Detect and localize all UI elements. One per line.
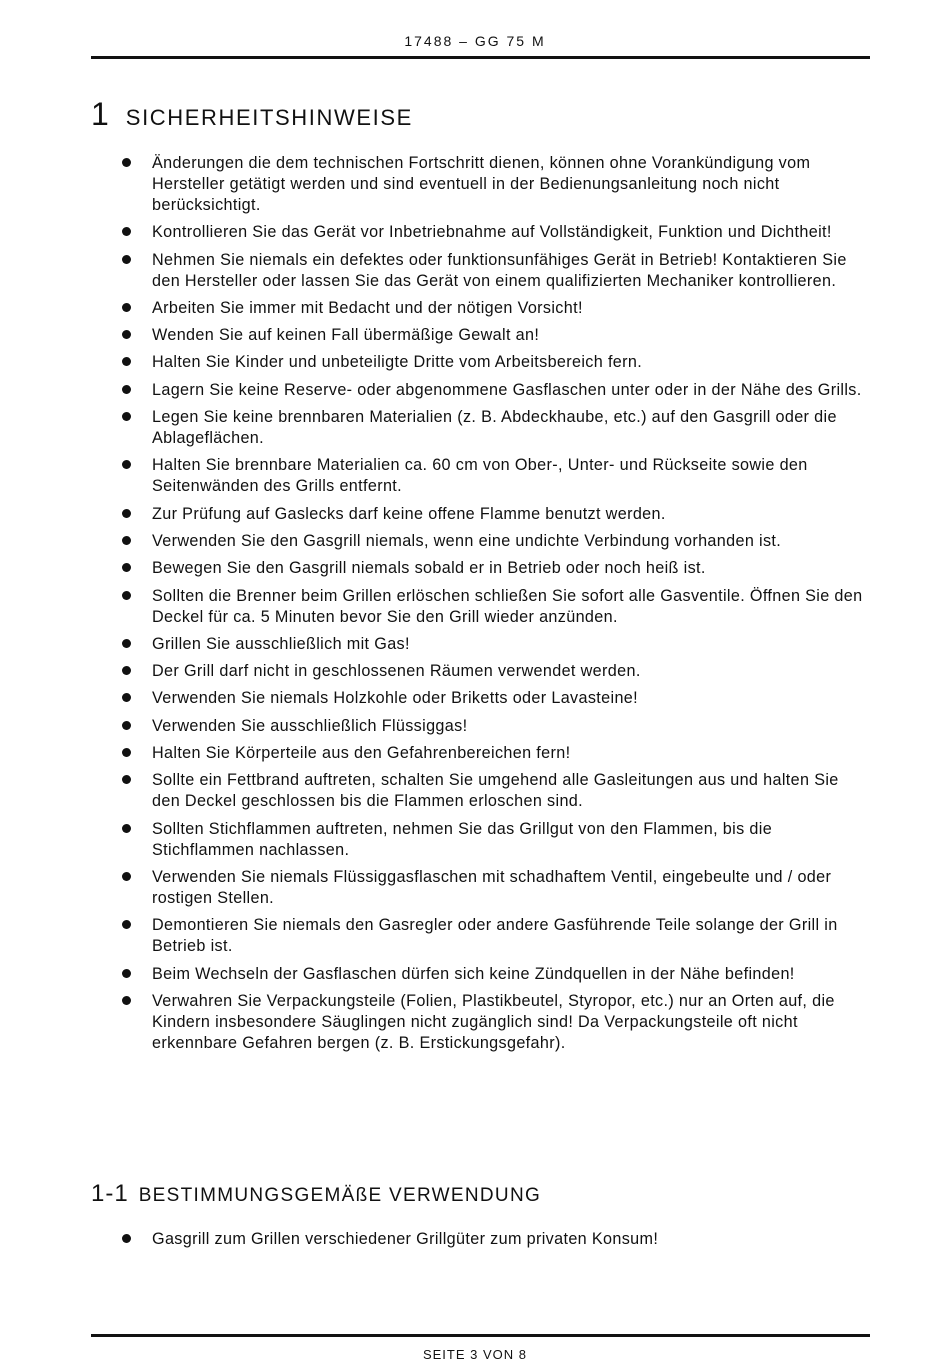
bullet-icon (122, 920, 131, 929)
footer-rule (91, 1334, 870, 1337)
list-item-text: Zur Prüfung auf Gaslecks darf keine offene Flamme benutzt werden. (152, 504, 666, 523)
bullet-icon (122, 357, 131, 366)
list-item (91, 770, 870, 812)
list-item (91, 531, 870, 552)
list-item-text: Legen Sie keine brennbaren Materialien (z. B. Abdeckhaube, etc.) auf den Gasgrill oder die Ablageflächen. (152, 408, 837, 448)
bullet-icon (122, 721, 131, 730)
list-item-text: Änderungen die dem technischen Fortschritt dienen, können ohne Vorankündigung vom Hersteller getätigt werden und sind eventuell in der Bedienungsanleitung noch nicht berücksichtigt. (152, 154, 811, 214)
list-item (91, 407, 870, 449)
list-item-text: Beim Wechseln der Gasflaschen dürfen sich keine Zündquellen in der Nähe befinden! (152, 964, 795, 983)
bullet-icon (122, 303, 131, 312)
bullet-icon (122, 775, 131, 784)
bullet-icon (122, 824, 131, 833)
list-item-text: Grillen Sie ausschließlich mit Gas! (152, 634, 410, 653)
header-rule (91, 56, 870, 59)
list-item (91, 380, 870, 401)
list-item-text: Verwenden Sie niemals Flüssiggasflaschen mit schadhaftem Ventil, eingebeulte und / oder rostigen Stellen. (152, 867, 832, 907)
bullet-icon (122, 460, 131, 469)
bullet-icon (122, 385, 131, 394)
bullet-icon (122, 536, 131, 545)
list-item-text: Der Grill darf nicht in geschlossenen Räumen verwendet werden. (152, 662, 641, 681)
bullet-icon (122, 509, 131, 518)
list-item-text: Halten Sie Kinder und unbeteiligte Dritte vom Arbeitsbereich fern. (152, 353, 643, 372)
list-item-text: Lagern Sie keine Reserve- oder abgenommene Gasflaschen unter oder in der Nähe des Grills. (152, 380, 862, 399)
list-item (91, 586, 870, 628)
list-item (91, 325, 870, 346)
section-title (91, 96, 413, 133)
list-item (91, 915, 870, 957)
list-item-text: Arbeiten Sie immer mit Bedacht und der nötigen Vorsicht! (152, 298, 583, 317)
bullet-icon (122, 330, 131, 339)
list-item (91, 558, 870, 579)
list-item (91, 352, 870, 373)
bullet-icon (122, 666, 131, 675)
bullet-icon (122, 1234, 131, 1243)
bullet-icon (122, 969, 131, 978)
list-item (91, 298, 870, 319)
list-item (91, 661, 870, 682)
list-item (91, 250, 870, 292)
bullet-icon (122, 255, 131, 264)
list-item-text: Halten Sie Körperteile aus den Gefahrenbereichen fern! (152, 744, 571, 763)
list-item-text: Sollte ein Fettbrand auftreten, schalten Sie umgehend alle Gasleitungen aus und halten Sie den Deckel geschlossen bis die Flammen erloschen sind. (152, 771, 839, 811)
list-item (91, 153, 870, 216)
safety-list (91, 153, 870, 1060)
list-item-text: Verwenden Sie ausschließlich Flüssiggas! (152, 716, 468, 735)
intended-use-list (91, 1229, 870, 1256)
list-item-text: Halten Sie brennbare Materialien ca. 60 cm von Ober-, Unter- und Rückseite sowie den Seitenwänden des Grills entfernt. (152, 456, 808, 496)
bullet-icon (122, 693, 131, 702)
list-item-text: Bewegen Sie den Gasgrill niemals sobald er in Betrieb oder noch heiß ist. (152, 559, 706, 578)
bullet-icon (122, 412, 131, 421)
list-item-text: Verwenden Sie niemals Holzkohle oder Briketts oder Lavasteine! (152, 689, 638, 708)
list-item-text: Sollten Stichflammen auftreten, nehmen Sie das Grillgut von den Flammen, bis die Stichflammen nachlassen. (152, 819, 773, 859)
list-item-text: Kontrollieren Sie das Gerät vor Inbetriebnahme auf Vollständigkeit, Funktion und Dichtheit! (152, 223, 832, 242)
list-item (91, 743, 870, 764)
bullet-icon (122, 227, 131, 236)
list-item-text: Gasgrill zum Grillen verschiedener Grillgüter zum privaten Konsum! (152, 1230, 659, 1248)
list-item (91, 991, 870, 1054)
subsection-title (91, 1180, 541, 1208)
list-item (91, 867, 870, 909)
bullet-icon (122, 748, 131, 757)
subsection-number: 1-1 (91, 1180, 129, 1207)
list-item-text: Nehmen Sie niemals ein defektes oder funktionsunfähiges Gerät in Betrieb! Kontaktieren Sie den Hersteller oder lassen Sie das Gerät von einem qualifizierten Mechaniker kontrollieren. (152, 250, 847, 290)
list-item (91, 634, 870, 655)
list-item (91, 455, 870, 497)
section-number: 1 (91, 96, 110, 132)
bullet-icon (122, 158, 131, 167)
list-item (91, 1229, 870, 1250)
subsection-heading: BESTIMMUNGSGEMÄßE VERWENDUNG (138, 1185, 542, 1206)
list-item (91, 819, 870, 861)
list-item (91, 688, 870, 709)
list-item-text: Sollten die Brenner beim Grillen erlöschen schließen Sie sofort alle Gasventile. Öffnen Sie den Deckel für ca. 5 Minuten bevor Sie den Grill wieder anzünden. (152, 586, 863, 626)
bullet-icon (122, 591, 131, 600)
list-item-text: Verwahren Sie Verpackungsteile (Folien, Plastikbeutel, Styropor, etc.) nur an Orten auf, die Kindern insbesondere Säuglingen nicht zugänglich sind! Da Verpackungsteile oft nicht erkennbare Gefahren bergen (z. B. Erstickungsgefahr). (152, 991, 835, 1052)
bullet-icon (122, 639, 131, 648)
list-item (91, 964, 870, 985)
list-item (91, 716, 870, 737)
list-item (91, 504, 870, 525)
list-item (91, 222, 870, 243)
page-number: SEITE 3 VON 8 (422, 1347, 528, 1362)
section-heading: SICHERHEITSHINWEISE (125, 105, 413, 130)
page-header: 17488 – GG 75 M (404, 33, 546, 49)
bullet-icon (122, 563, 131, 572)
bullet-icon (122, 872, 131, 881)
list-item-text: Verwenden Sie den Gasgrill niemals, wenn eine undichte Verbindung vorhanden ist. (152, 531, 782, 550)
list-item-text: Demontieren Sie niemals den Gasregler oder andere Gasführende Teile solange der Grill in Betrieb ist. (152, 916, 838, 956)
bullet-icon (122, 996, 131, 1005)
list-item-text: Wenden Sie auf keinen Fall übermäßige Gewalt an! (152, 326, 540, 345)
